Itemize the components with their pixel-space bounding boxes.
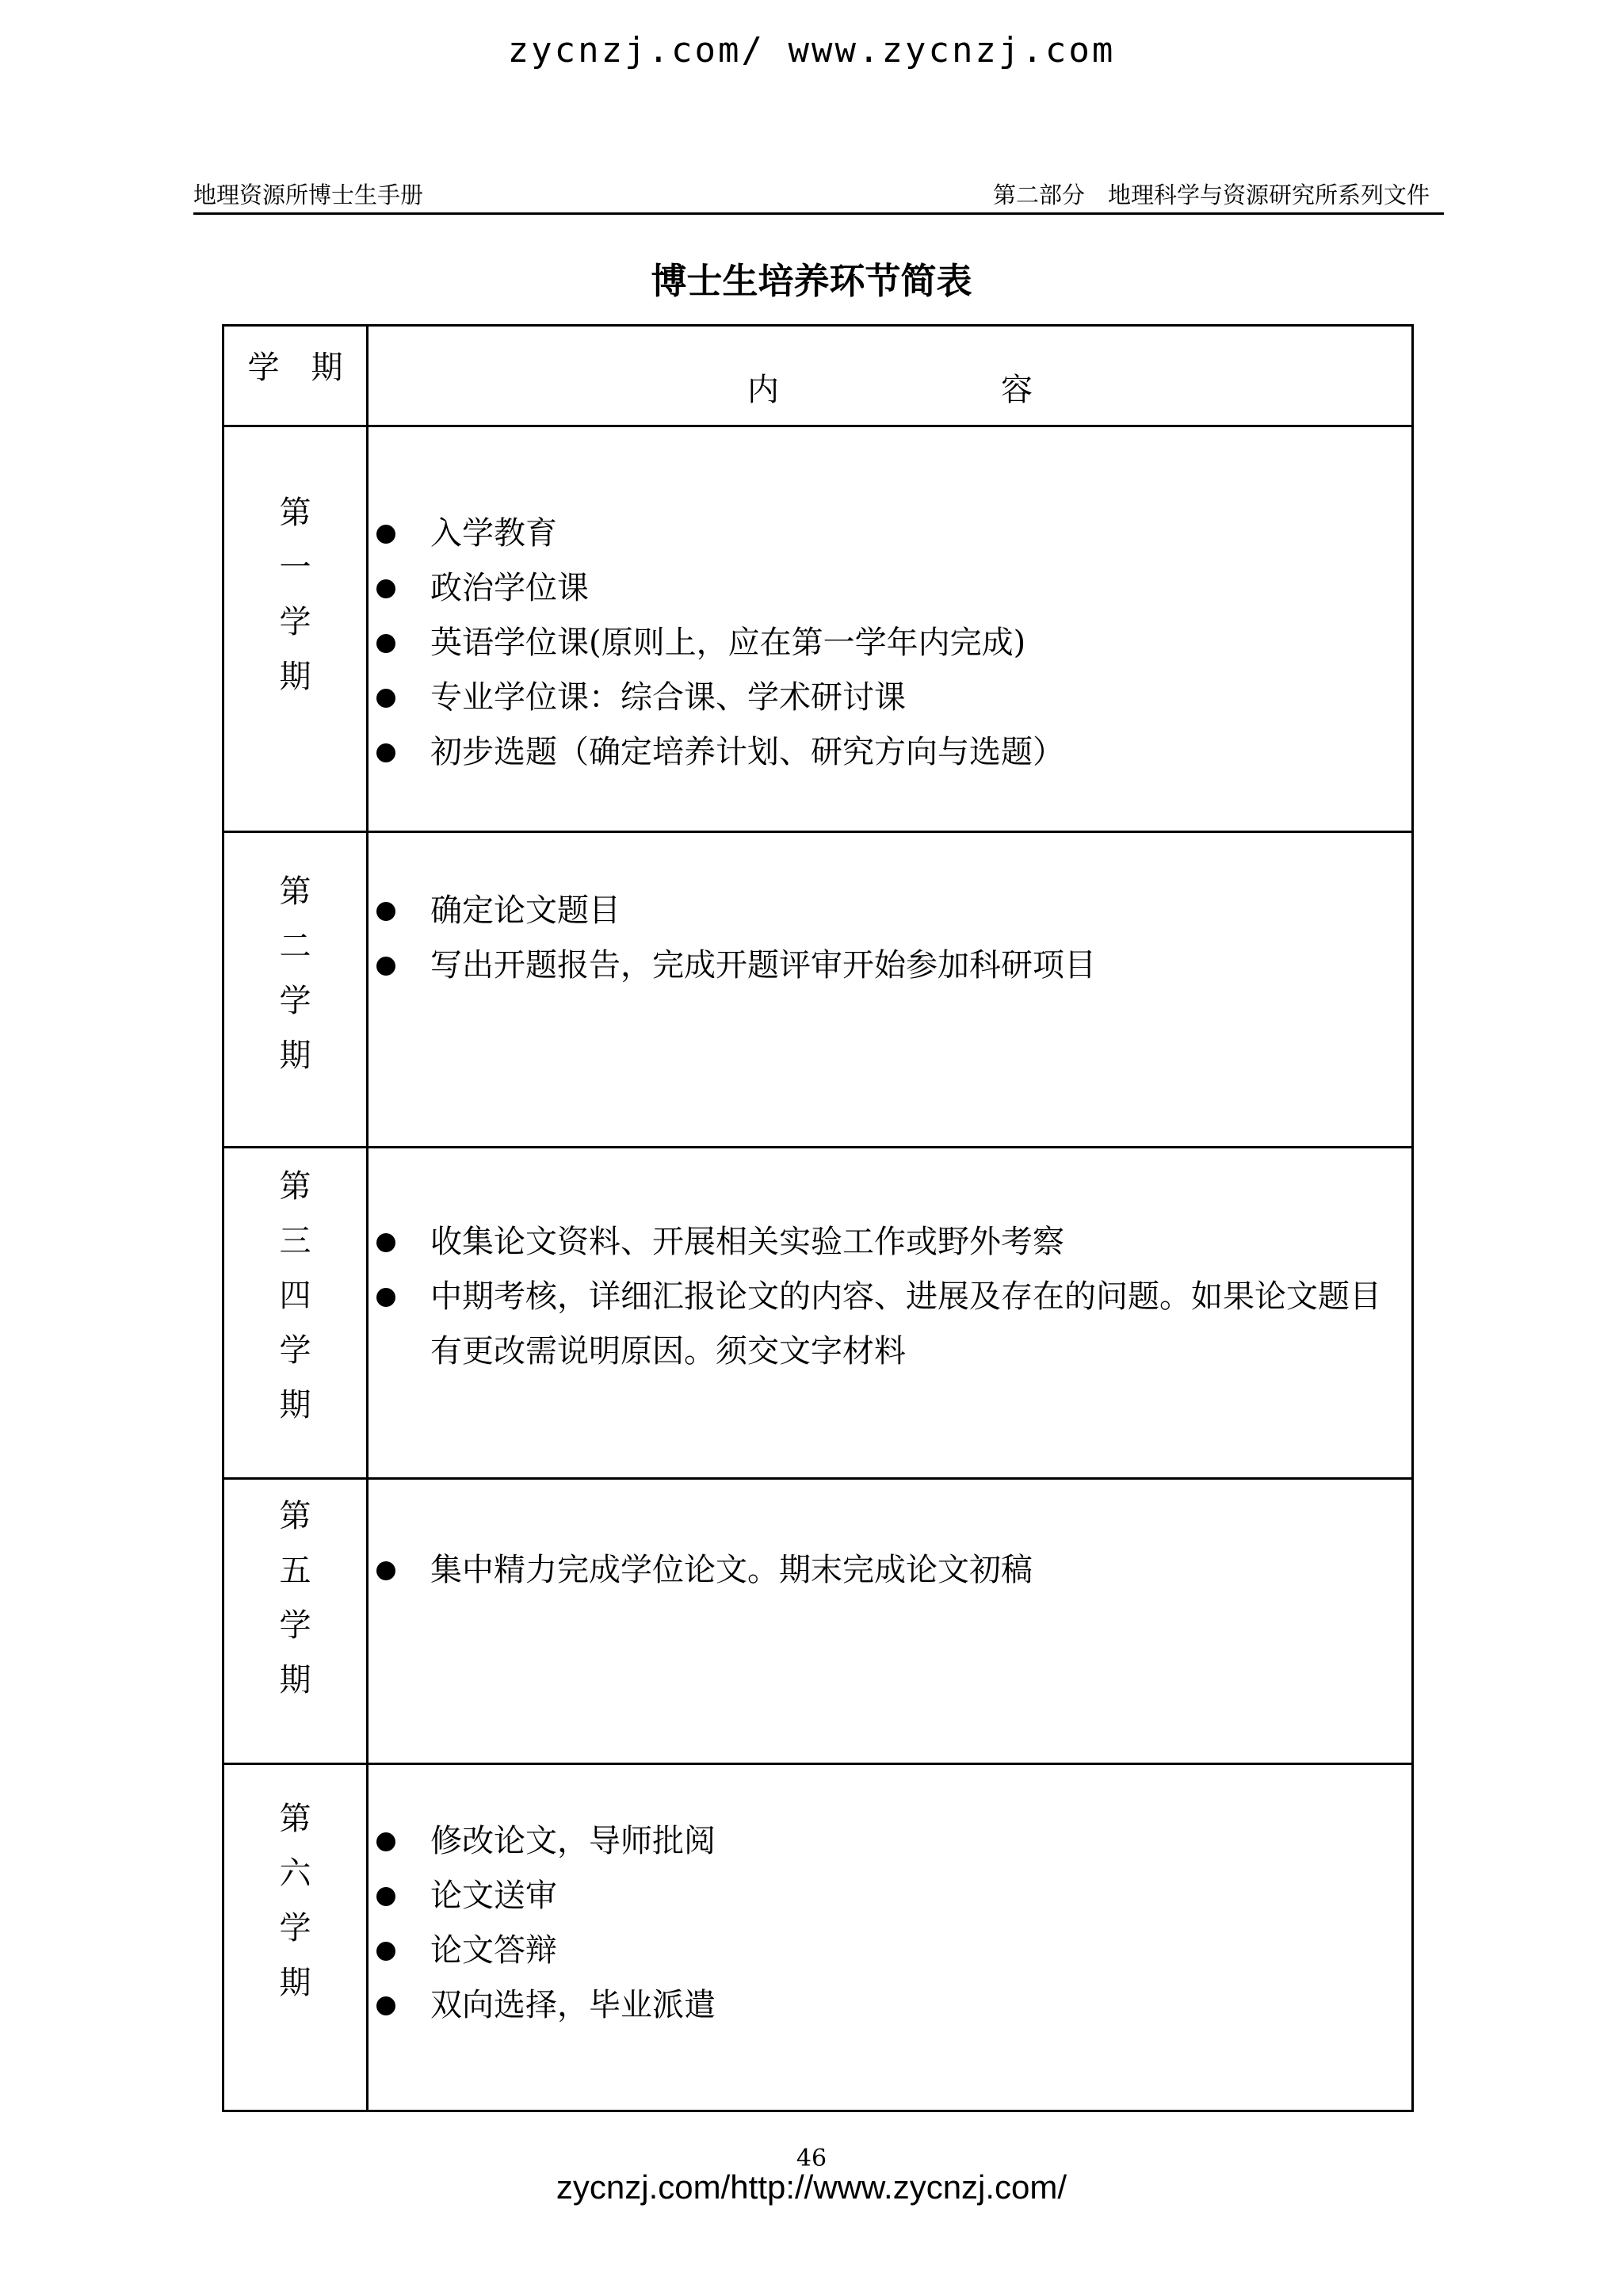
bullet-icon xyxy=(376,1561,395,1580)
bullet-icon xyxy=(376,957,395,976)
term-char: 第 xyxy=(279,1498,311,1534)
header-left-title: 地理资源所博士生手册 xyxy=(193,181,424,208)
term-char: 第 xyxy=(279,495,311,531)
content-cell xyxy=(368,426,1413,832)
list-item xyxy=(369,1543,1411,1598)
training-plan-table xyxy=(222,324,1414,2112)
bullet-icon xyxy=(376,1233,395,1252)
table-row-term-1 xyxy=(223,426,1413,832)
bullet-icon xyxy=(376,634,395,653)
document-title: 博士生培养环节简表 xyxy=(651,260,972,302)
page-number: 46 xyxy=(796,2145,827,2172)
term-char: 四 xyxy=(279,1278,311,1314)
term-char: 第 xyxy=(279,1168,311,1205)
list-item xyxy=(369,884,1411,938)
content-list xyxy=(369,884,1411,993)
term-label xyxy=(224,1159,366,1433)
header-term-cell xyxy=(223,326,368,426)
page-header xyxy=(193,176,1444,215)
list-item-text: 政治学位课 xyxy=(430,570,589,606)
bullet-icon xyxy=(376,525,395,544)
term-char: 期 xyxy=(279,1965,311,2001)
term-char: 学 xyxy=(279,1910,311,1946)
list-item xyxy=(369,1924,1411,1978)
content-list xyxy=(369,1215,1411,1379)
bullet-icon xyxy=(376,1288,395,1307)
term-char: 五 xyxy=(279,1553,311,1589)
term-char: 三 xyxy=(279,1223,311,1259)
list-item-text: 入学教育 xyxy=(430,515,557,552)
term-char: 二 xyxy=(279,928,311,965)
list-item xyxy=(369,670,1411,725)
term-char: 六 xyxy=(279,1855,311,1892)
list-item-text: 收集论文资料、开展相关实验工作或野外考察 xyxy=(430,1224,1064,1260)
content-cell xyxy=(368,1764,1413,2111)
term-char: 期 xyxy=(279,659,311,695)
term-char: 学 xyxy=(279,1607,311,1644)
list-item xyxy=(369,938,1411,993)
content-cell xyxy=(368,1479,1413,1764)
list-item-text: 论文答辩 xyxy=(430,1932,557,1969)
term-char: 期 xyxy=(279,1037,311,1074)
list-item-text: 集中精力完成学位论文。期末完成论文初稿 xyxy=(430,1552,1033,1588)
list-item-text: 确定论文题目 xyxy=(430,892,621,929)
list-item xyxy=(369,1814,1411,1869)
content-list xyxy=(369,506,1411,780)
table-row-term-5 xyxy=(223,1479,1413,1764)
list-item xyxy=(369,725,1411,780)
term-char: 期 xyxy=(279,1662,311,1698)
term-char: 期 xyxy=(279,1387,311,1423)
list-item-text: 中期考核，详细汇报论文的内容、进展及存在的问题。如果论文题目有更改需说明原因。须交文字材料 xyxy=(430,1278,1381,1370)
bullet-icon xyxy=(376,902,395,921)
header-content-label: 内 容 xyxy=(747,372,1033,408)
list-item-text: 论文送审 xyxy=(430,1878,557,1914)
term-char: 学 xyxy=(279,983,311,1019)
term-char: 学 xyxy=(279,604,311,640)
table-row-term-6 xyxy=(223,1764,1413,2111)
term-cell xyxy=(223,1148,368,1479)
term-char: 学 xyxy=(279,1332,311,1369)
content-list xyxy=(369,1814,1411,2033)
table-row-term-3-4 xyxy=(223,1148,1413,1479)
term-char: 第 xyxy=(279,873,311,910)
term-cell xyxy=(223,426,368,832)
list-item-text: 英语学位课(原则上，应在第一学年内完成) xyxy=(430,625,1026,661)
bullet-icon xyxy=(376,689,395,708)
bullet-icon xyxy=(376,579,395,598)
list-item xyxy=(369,561,1411,616)
header-right-title: 第二部分 地理科学与资源研究所系列文件 xyxy=(992,181,1430,208)
term-label xyxy=(224,486,366,705)
list-item-text: 专业学位课：综合课、学术研讨课 xyxy=(430,679,906,716)
term-cell xyxy=(223,1764,368,2111)
term-label xyxy=(224,1792,366,2011)
bullet-icon xyxy=(376,1832,395,1851)
list-item-text: 修改论文，导师批阅 xyxy=(430,1823,716,1859)
list-item xyxy=(369,1215,1411,1270)
term-cell xyxy=(223,1479,368,1764)
header-term-label: 学 期 xyxy=(247,350,343,386)
list-item-text: 初步选题（确定培养计划、研究方向与选题） xyxy=(430,734,1064,770)
bullet-icon xyxy=(376,1996,395,2015)
list-item xyxy=(369,1270,1411,1379)
content-list xyxy=(369,1543,1411,1598)
list-item xyxy=(369,1869,1411,1924)
list-item xyxy=(369,616,1411,670)
bullet-icon xyxy=(376,1887,395,1906)
list-item xyxy=(369,506,1411,561)
term-label xyxy=(224,865,366,1083)
list-item xyxy=(369,1978,1411,2033)
table-row-term-2 xyxy=(223,832,1413,1148)
bullet-icon xyxy=(376,743,395,762)
term-cell xyxy=(223,832,368,1148)
content-cell xyxy=(368,1148,1413,1479)
content-cell xyxy=(368,832,1413,1148)
list-item-text: 双向选择，毕业派遣 xyxy=(430,1987,716,2023)
term-char: 第 xyxy=(279,1801,311,1837)
header-content-cell xyxy=(368,326,1413,426)
term-label xyxy=(224,1489,366,1708)
list-item-text: 写出开题报告，完成开题评审开始参加科研项目 xyxy=(430,947,1096,984)
bullet-icon xyxy=(376,1942,395,1961)
table-header-row xyxy=(223,326,1413,426)
watermark-top: zycnzj.com/ www.zycnzj.com xyxy=(507,30,1116,71)
watermark-bottom: zycnzj.com/http://www.zycnzj.com/ xyxy=(556,2168,1067,2206)
term-char: 一 xyxy=(279,549,311,586)
